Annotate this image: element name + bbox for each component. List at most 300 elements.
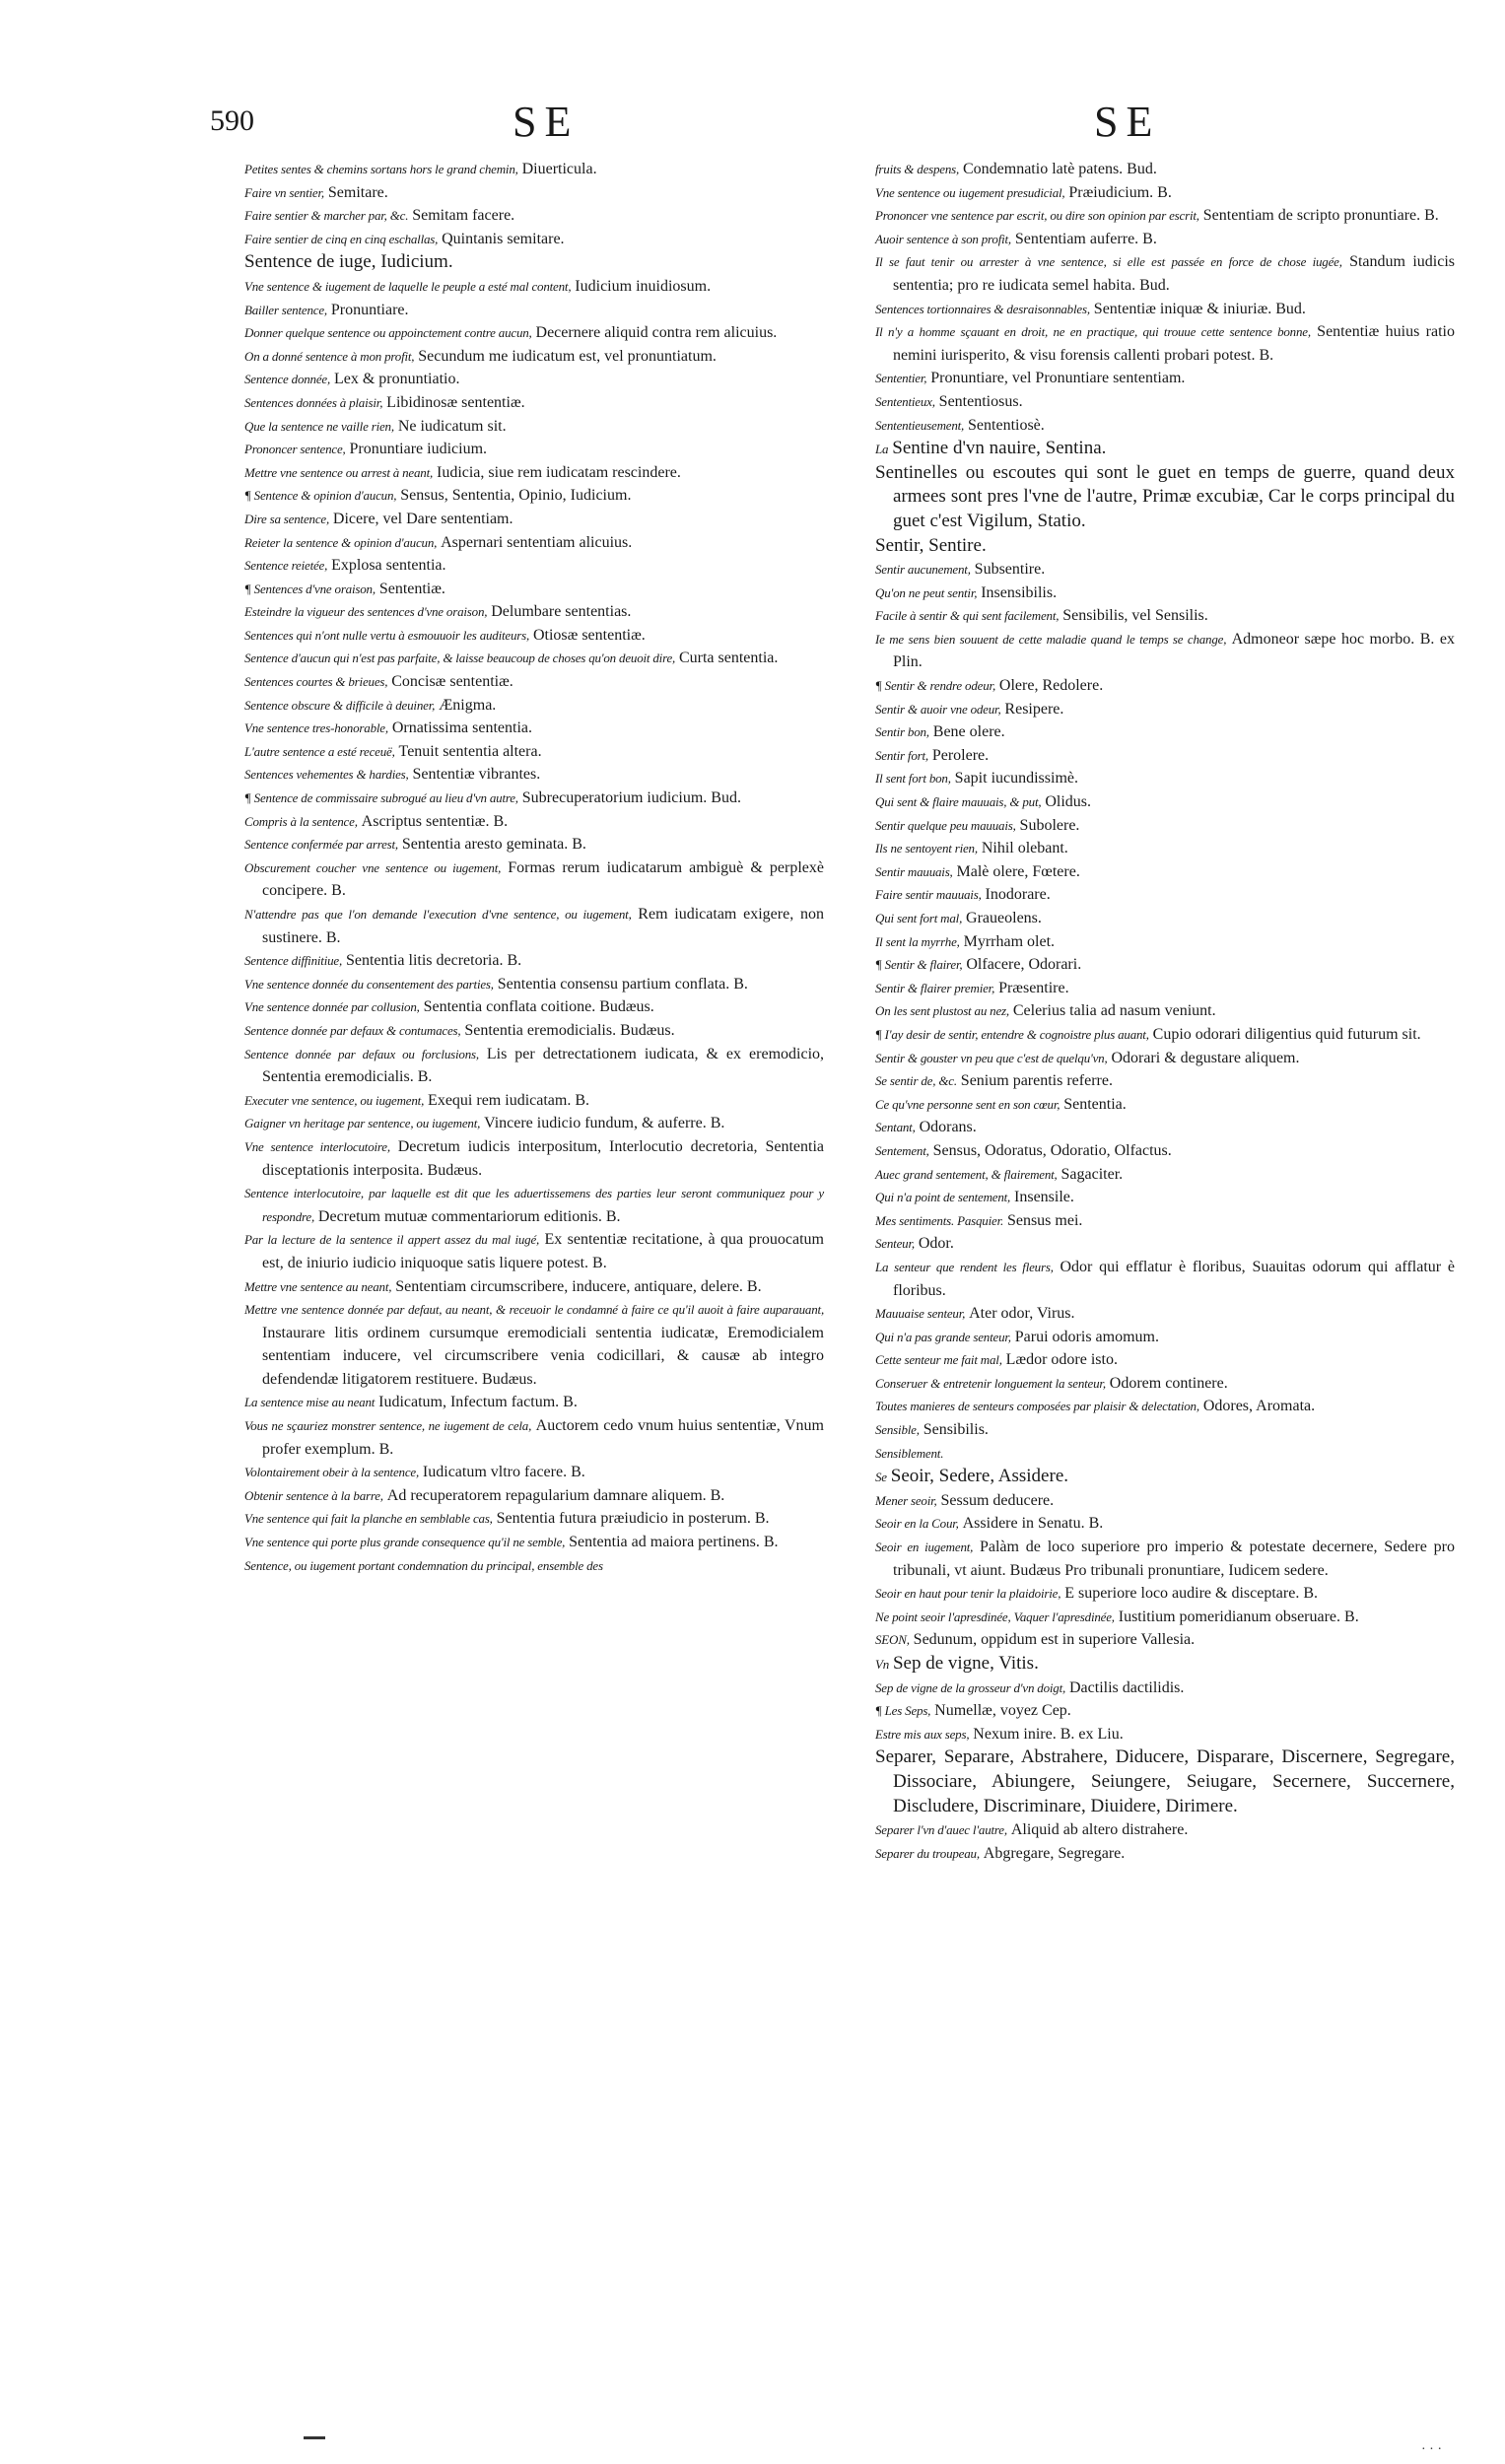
dictionary-entry <box>875 604 1455 628</box>
entry-latin: Sententia consensu partium conflata. B. <box>497 975 748 992</box>
entry-latin: Sep de vigne, Vitis. <box>892 1653 1039 1674</box>
dictionary-entry <box>244 903 824 949</box>
entry-latin: Ænigma. <box>439 696 497 714</box>
entry-latin: Insensibilis. <box>981 583 1058 601</box>
dictionary-entry <box>244 1043 824 1089</box>
entry-latin: Pronuntiare. <box>330 301 409 318</box>
entry-french: Sentir quelque peu mauuais, <box>875 817 1016 833</box>
entry-latin: Sessum deducere. <box>940 1491 1055 1509</box>
entry-latin: Lædor odore isto. <box>1005 1351 1118 1369</box>
dictionary-entry <box>244 624 824 648</box>
edge-marks: · · · <box>1421 2442 1442 2457</box>
entry-latin: Odores, Aromata. <box>1202 1398 1316 1415</box>
entry-latin: Sententiosè. <box>968 416 1045 434</box>
dictionary-entry <box>875 977 1455 1000</box>
dictionary-entry <box>875 1745 1455 1818</box>
dictionary-entry <box>244 1135 824 1182</box>
entry-latin: Sensibilis, vel Sensilis. <box>1062 607 1208 625</box>
entry-french: Obtenir sentence à la barre, <box>244 1487 383 1503</box>
entry-latin: Subolere. <box>1019 816 1080 834</box>
entry-french: Cette senteur me fait mal, <box>875 1352 1002 1368</box>
dictionary-entry <box>875 860 1455 884</box>
dictionary-entry <box>875 837 1455 860</box>
dictionary-entry <box>244 949 824 973</box>
dictionary-entry <box>244 1531 824 1554</box>
dictionary-entry <box>875 1047 1455 1070</box>
entry-latin: Sensus, Odoratus, Odoratio, Olfactus. <box>932 1141 1172 1159</box>
entry-french: Vne sentence donnée du consentement des parties, <box>244 976 494 992</box>
entry-french: Ie me sens bien souuent de cette maladie quand le temps se change, <box>875 631 1227 647</box>
entry-latin: Curta sententia. <box>678 650 779 667</box>
dictionary-entry <box>244 995 824 1019</box>
entry-french: La senteur que rendent les fleurs, <box>875 1259 1054 1274</box>
entry-latin: Rem iudicatam exigere, non sustinere. B. <box>262 906 824 946</box>
entry-latin: Sententiæ vibrantes. <box>412 766 541 784</box>
dictionary-entry <box>875 1536 1455 1582</box>
left-column <box>244 158 824 1577</box>
entry-latin: Senium parentis referre. <box>960 1072 1113 1090</box>
dictionary-entry <box>875 1163 1455 1187</box>
entry-latin: Decernere aliquid contra rem alicuius. <box>535 324 778 342</box>
entry-latin: Aspernari sententiam alicuius. <box>441 533 633 551</box>
dictionary-entry <box>244 1461 824 1484</box>
dictionary-entry <box>875 461 1455 534</box>
entry-latin: Exequi rem iudicatam. B. <box>428 1091 589 1109</box>
entry-french: Prononcer sentence, <box>244 442 346 457</box>
dictionary-entry <box>875 1302 1455 1326</box>
dictionary-entry <box>875 158 1455 181</box>
entry-french: La <box>875 442 889 457</box>
dictionary-entry <box>244 1182 824 1228</box>
entry-latin: Sententiæ huius ratio nemini iurisperito, & visu forensis callenti probari potest. B. <box>893 323 1455 364</box>
entry-french: Sentence diffinitiue, <box>244 953 343 969</box>
entry-french: L'autre sentence a esté receuë, <box>244 743 395 759</box>
entry-latin: Olfacere, Odorari. <box>966 956 1082 974</box>
entry-french: Sentence obscure & difficile à deuiner, <box>244 697 436 713</box>
entry-latin: Odorari & degustare aliquem. <box>1111 1049 1300 1066</box>
dictionary-entry <box>875 1723 1455 1746</box>
dictionary-entry <box>875 582 1455 605</box>
entry-french: On les sent plustost au nez, <box>875 1003 1009 1019</box>
entry-latin: Ascriptus sententiæ. B. <box>361 812 509 830</box>
entry-french: ¶ Sentir & flairer, <box>875 957 963 973</box>
dictionary-entry <box>875 790 1455 814</box>
dictionary-entry <box>875 298 1455 321</box>
entry-latin: Præsentire. <box>998 979 1069 996</box>
dictionary-entry <box>875 1395 1455 1418</box>
entry-latin: Sententia litis decretoria. B. <box>345 952 522 970</box>
entry-french: Sentir & auoir vne odeur, <box>875 701 1001 717</box>
entry-latin: Numellæ, voyez Cep. <box>934 1702 1071 1720</box>
dictionary-entry <box>244 415 824 439</box>
entry-french: Sentence confermée par arrest, <box>244 837 398 853</box>
entry-french: ¶ Sentence de commissaire subrogué au lieu d'vn autre, <box>244 790 518 806</box>
running-head-right: SE <box>1094 98 1161 146</box>
dictionary-entry <box>244 787 824 810</box>
entry-latin: Vincere iudicio fundum, & auferre. B. <box>484 1115 725 1132</box>
entry-french: Auec grand sentement, & flairement, <box>875 1166 1058 1182</box>
entry-french: Sentences tortionnaires & desraisonnables, <box>875 301 1090 316</box>
entry-latin: Odorans. <box>919 1119 977 1136</box>
entry-french: Sentence interlocutoire, par laquelle est dit que les aduertissemens des parties leur seront communiquez pour y respondre, <box>244 1186 824 1224</box>
entry-french: Reieter la sentence & opinion d'aucun, <box>244 534 438 550</box>
entry-latin: Iudicatum, Infectum factum. B. <box>378 1394 578 1411</box>
dictionary-entry <box>875 953 1455 977</box>
entry-french: Vne sentence donnée par collusion, <box>244 999 420 1015</box>
entry-french: Mener seoir, <box>875 1492 937 1508</box>
entry-french: Facile à sentir & qui sent facilement, <box>875 608 1060 624</box>
dictionary-entry <box>244 763 824 787</box>
dictionary-entry <box>875 1418 1455 1442</box>
entry-latin: Decretum iudicis interpositum, Interlocutio decretoria, Sententia disceptationis interposita. Budæus. <box>262 1137 824 1179</box>
dictionary-entry <box>875 558 1455 582</box>
entry-latin: Nexum inire. B. ex Liu. <box>973 1725 1124 1743</box>
entry-latin: Semitare. <box>327 183 388 201</box>
entry-french: ¶ Les Seps, <box>875 1703 931 1719</box>
dictionary-entry <box>875 181 1455 205</box>
entry-french: SEON, <box>875 1632 910 1648</box>
entry-french: Sentences courtes & brieues, <box>244 674 388 690</box>
entry-french: Ne point seoir l'apresdinée, Vaquer l'apresdinée, <box>875 1608 1115 1624</box>
entry-french: Qu'on ne peut sentir, <box>875 584 978 600</box>
entry-french: Executer vne sentence, ou iugement, <box>244 1092 425 1108</box>
dictionary-entry <box>244 158 824 181</box>
dictionary-entry <box>244 670 824 694</box>
dictionary-entry <box>875 414 1455 438</box>
entry-latin: Nihil olebant. <box>981 840 1068 857</box>
entry-latin: Sententia eremodicialis. Budæus. <box>464 1021 675 1039</box>
dictionary-entry <box>244 275 824 299</box>
entry-french: Ce qu'vne personne sent en son cœur, <box>875 1096 1060 1112</box>
entry-latin: Iudicium inuidiosum. <box>575 277 712 295</box>
entry-french: fruits & despens, <box>875 162 960 176</box>
entry-french: Ils ne sentoyent rien, <box>875 841 978 856</box>
entry-french: Petites sentes & chemins sortans hors le grand chemin, <box>244 162 518 176</box>
entry-latin: Sententiæ iniquæ & iniuriæ. Bud. <box>1093 300 1306 317</box>
dictionary-entry <box>875 1209 1455 1233</box>
entry-french: Vne sentence tres-honorable, <box>244 720 388 736</box>
dictionary-entry <box>244 181 824 205</box>
entry-latin: E superiore loco audire & disceptare. B. <box>1064 1585 1318 1603</box>
entry-french: Se sentir de, &c. <box>875 1073 957 1089</box>
entry-latin: Sententiæ. <box>378 580 445 597</box>
entry-french: Mettre vne sentence ou arrest à neant, <box>244 464 434 480</box>
entry-french: Sentences données à plaisir, <box>244 394 383 410</box>
entry-latin: Inodorare. <box>985 886 1051 904</box>
entry-latin: Delumbare sententias. <box>491 603 632 621</box>
entry-latin: Condemnatio latè patens. Bud. <box>962 161 1157 177</box>
right-column <box>875 158 1455 1865</box>
dictionary-entry <box>244 1275 824 1299</box>
dictionary-entry <box>875 1606 1455 1629</box>
dictionary-entry <box>244 1298 824 1391</box>
entry-latin: Subsentire. <box>974 561 1046 579</box>
entry-latin: Sententia conflata coitione. Budæus. <box>423 998 654 1016</box>
entry-french: Senteur, <box>875 1236 915 1252</box>
dictionary-entry <box>875 320 1455 367</box>
entry-latin: Aliquid ab altero distrahere. <box>1010 1821 1189 1839</box>
entry-latin: Quintanis semitare. <box>442 230 565 247</box>
dictionary-entry <box>875 1465 1455 1489</box>
entry-latin: Ne iudicatum sit. <box>397 417 507 435</box>
entry-french: Obscurement coucher vne sentence ou iugement, <box>244 859 502 875</box>
entry-french: La sentence mise au neant <box>244 1395 376 1410</box>
entry-french: Il se faut tenir ou arrester à vne sentence, si elle est passée en force de chose iugée, <box>875 254 1342 270</box>
dictionary-entry <box>875 367 1455 390</box>
entry-latin: Separer, Separare, Abstrahere, Diducere, Disparare, Discernere, Segregare, Dissociare, Abiungere, Seiungere, Seiugare, Secernere, Succernere, Discludere, Discriminare, Diuidere, Dirimere. <box>875 1746 1455 1816</box>
entry-latin: Lis per detrectationem iudicata, & ex eremodicio, Sententia eremodicialis. B. <box>262 1045 825 1086</box>
entry-latin: Dactilis dactilidis. <box>1068 1678 1185 1696</box>
dictionary-entry <box>244 600 824 624</box>
dictionary-entry <box>244 1391 824 1414</box>
entry-latin: Parui odoris amomum. <box>1014 1328 1159 1345</box>
entry-latin: Iustitium pomeridianum obseruare. B. <box>1118 1608 1359 1625</box>
entry-latin: Odor. <box>918 1235 954 1253</box>
dictionary-entry <box>875 999 1455 1023</box>
entry-latin: Palàm de loco superiore pro imperio & potestate decernere, Sedere pro tribunali, vt aiunt. Budæus Pro tribunali pronuntiare, Iudicem sedere. <box>893 1539 1455 1579</box>
entry-latin: Secundum me iudicatum est, vel pronuntiatum. <box>418 347 717 365</box>
entry-french: N'attendre pas que l'on demande l'execution d'vne sentence, ou iugement, <box>244 907 632 922</box>
entry-french: Sentir & gouster vn peu que c'est de quelqu'vn, <box>875 1050 1108 1065</box>
entry-french: On a donné sentence à mon profit, <box>244 348 415 364</box>
entry-latin: Formas rerum iudicatarum ambiguè & perplexè concipere. B. <box>262 858 824 900</box>
entry-french: ¶ Sentir & rendre odeur, <box>875 678 995 694</box>
dictionary-entry <box>875 1628 1455 1652</box>
entry-french: Qui n'a pas grande senteur, <box>875 1329 1011 1344</box>
entry-french: Bailler sentence, <box>244 302 327 317</box>
dictionary-entry <box>244 1414 824 1461</box>
entry-french: Mes sentiments. Pasquier. <box>875 1212 1004 1228</box>
entry-latin: Admoneor sæpe hoc morbo. B. ex Plin. <box>893 630 1455 671</box>
entry-latin: Iudicia, siue rem iudicatam rescindere. <box>436 463 681 481</box>
entry-latin: Sensus mei. <box>1006 1211 1083 1229</box>
entry-french: Sentence donnée, <box>244 372 331 387</box>
entry-french: Sentence donnée par defaux ou forclusions, <box>244 1046 479 1061</box>
entry-french: Faire sentier & marcher par, &c. <box>244 208 409 224</box>
entry-latin: Semitam facere. <box>412 207 515 225</box>
entry-french: Il sent fort bon, <box>875 771 951 787</box>
dictionary-entry <box>244 1019 824 1043</box>
dictionary-entry <box>244 1089 824 1113</box>
entry-latin: Sententiosus. <box>938 392 1023 410</box>
dictionary-entry <box>875 883 1455 907</box>
entry-french: Qui sent fort mal, <box>875 911 963 925</box>
entry-french: Donner quelque sentence ou appoinctement contre aucun, <box>244 325 532 341</box>
entry-french: Sensiblement. <box>875 1445 944 1461</box>
entry-french: Sentence d'aucun qui n'est pas parfaite, & laisse beaucoup de choses qu'on deuoit dire, <box>244 650 676 666</box>
entry-latin: Sedunum, oppidum est in superiore Vallesia. <box>913 1631 1196 1649</box>
dictionary-entry <box>244 973 824 996</box>
dictionary-entry <box>875 1677 1455 1700</box>
dictionary-entry <box>244 810 824 834</box>
entry-french: Qui n'a point de sentement, <box>875 1190 1011 1205</box>
entry-french: Sentir mauuais, <box>875 863 953 879</box>
entry-latin: Otiosæ sententiæ. <box>532 626 646 644</box>
entry-french: Sentir aucunement, <box>875 562 971 578</box>
entry-french: ¶ I'ay desir de sentir, entendre & cognoistre plus auant, <box>875 1026 1149 1042</box>
entry-latin: Sententia futura præiudicio in posterum. B. <box>496 1510 770 1528</box>
entry-latin: Insensile. <box>1014 1189 1074 1206</box>
entry-latin: Pronuntiare, vel Pronuntiare sententiam. <box>930 370 1186 387</box>
dictionary-entry <box>875 437 1455 461</box>
entry-french: Seoir en la Cour, <box>875 1516 959 1532</box>
dictionary-entry <box>875 1582 1455 1606</box>
entry-french: Sensible, <box>875 1422 920 1438</box>
entry-french: Gaigner vn heritage par sentence, ou iugement, <box>244 1116 481 1131</box>
entry-french: Mettre vne sentence au neant, <box>244 1278 392 1294</box>
entry-french: ¶ Sentence & opinion d'aucun, <box>244 488 397 504</box>
entry-french: Sentement, <box>875 1142 929 1158</box>
entry-latin: Præiudicium. B. <box>1068 183 1172 201</box>
entry-latin: Sententia aresto geminata. B. <box>401 836 586 854</box>
dictionary-entry <box>244 391 824 415</box>
dictionary-entry <box>244 1507 824 1531</box>
entry-french: Sentence donnée par defaux & contumaces, <box>244 1022 461 1038</box>
entry-french: Faire sentier de cinq en cinq eschallas, <box>244 231 439 246</box>
entry-latin: Ornatissima sententia. <box>391 719 532 737</box>
entry-french: Il n'y a homme sçauant en droit, ne en practique, qui trouue cette sentence bonne, <box>875 324 1311 340</box>
dictionary-entry <box>875 534 1455 559</box>
entry-french: Volontairement obeir à la sentence, <box>244 1465 420 1480</box>
dictionary-entry <box>244 740 824 764</box>
entry-french: Vne sentence interlocutoire, <box>244 1138 390 1154</box>
entry-latin: Lex & pronuntiatio. <box>333 371 460 388</box>
entry-latin: Sententiam de scripto pronuntiare. B. <box>1202 207 1439 225</box>
entry-french: Sentir bon, <box>875 724 929 740</box>
dictionary-entry <box>875 1442 1455 1466</box>
entry-french: Conseruer & entretenir longuement la senteur, <box>875 1375 1106 1391</box>
entry-latin: Sententiam auferre. B. <box>1014 230 1157 247</box>
entry-latin: Explosa sententia. <box>331 557 446 575</box>
dictionary-entry <box>244 484 824 508</box>
entry-french: Sentence reietée, <box>244 558 328 574</box>
dictionary-entry <box>244 1228 824 1274</box>
entry-latin: Concisæ sententiæ. <box>391 673 513 691</box>
entry-french: Esteindre la vigueur des sentences d'vne oraison, <box>244 604 488 620</box>
entry-latin: Subrecuperatorium iudicium. Bud. <box>521 789 741 807</box>
dictionary-entry <box>244 368 824 391</box>
dictionary-entry <box>244 321 824 345</box>
dictionary-entry <box>875 1372 1455 1396</box>
entry-latin: Odor qui efflatur è floribus, Suauitas odorum qui afflatur è floribus. <box>893 1258 1455 1299</box>
dictionary-entry <box>244 438 824 461</box>
entry-latin: Olidus. <box>1045 793 1091 811</box>
entry-french: Qui sent & flaire mauuais, & put, <box>875 794 1042 810</box>
entry-latin: Celerius talia ad nasum veniunt. <box>1012 1002 1216 1020</box>
dictionary-entry <box>244 1554 824 1578</box>
dictionary-entry <box>244 531 824 555</box>
dictionary-entry <box>875 744 1455 768</box>
entry-latin: Iudicatum vltro facere. B. <box>422 1464 585 1481</box>
dictionary-entry <box>244 647 824 670</box>
entry-french: Sentant, <box>875 1120 916 1135</box>
entry-latin: Sapit iucundissimè. <box>954 770 1078 787</box>
running-head-left: SE <box>513 98 580 146</box>
page-number: 590 <box>210 104 254 137</box>
dictionary-entry <box>244 578 824 601</box>
entry-french: Sentir & flairer premier, <box>875 980 995 995</box>
entry-french: Seoir en haut pour tenir la plaidoirie, <box>875 1586 1061 1602</box>
dictionary-entry <box>875 907 1455 930</box>
entry-french: Mauuaise senteur, <box>875 1306 966 1322</box>
entry-latin: Ad recuperatorem repagularium damnare aliquem. B. <box>386 1486 725 1504</box>
entry-latin: Pronuntiare iudicium. <box>349 441 488 458</box>
entry-latin: Diuerticula. <box>521 161 597 177</box>
dictionary-entry <box>875 1256 1455 1302</box>
dictionary-entry <box>244 694 824 718</box>
entry-latin: Resipere. <box>1004 700 1064 718</box>
entry-french: Sep de vigne de la grosseur d'vn doigt, <box>875 1679 1066 1695</box>
dictionary-entry <box>875 1489 1455 1513</box>
dictionary-entry <box>244 461 824 485</box>
dictionary-entry <box>875 204 1455 228</box>
dictionary-entry <box>244 1112 824 1135</box>
dictionary-entry <box>875 1348 1455 1372</box>
entry-latin: Seoir, Sedere, Assidere. <box>890 1466 1069 1487</box>
entry-latin: Sententiam circumscribere, inducere, antiquare, delere. B. <box>395 1277 762 1295</box>
entry-french: Mettre vne sentence donnée par defaut, au neant, & receuoir le condamné à faire ce qu'il auoit à faire auparauant, <box>244 1302 824 1318</box>
entry-french: Vne sentence qui porte plus grande consequence qu'il ne semble, <box>244 1535 566 1550</box>
entry-french: Seoir en iugement, <box>875 1540 974 1555</box>
dictionary-entry <box>875 250 1455 297</box>
dictionary-entry <box>875 698 1455 721</box>
dictionary-entry <box>875 1842 1455 1866</box>
dictionary-entry <box>875 1652 1455 1677</box>
entry-latin: Libidinosæ sententiæ. <box>386 393 525 411</box>
entry-latin: Standum iudicis sententia; pro re iudicata semel habita. Bud. <box>893 253 1455 294</box>
footer-mark <box>304 2436 325 2439</box>
entry-french: Vn <box>875 1657 890 1672</box>
entry-french: Sentir fort, <box>875 747 928 763</box>
dictionary-entry <box>244 250 824 275</box>
entry-latin: Graueolens. <box>966 910 1042 926</box>
entry-french: Vne sentence qui fait la planche en semblable cas, <box>244 1511 493 1527</box>
entry-latin: Sentine d'vn nauire, Sentina. <box>892 438 1107 459</box>
entry-latin: Sententia. <box>1063 1095 1127 1113</box>
entry-french: Sentences vehementes & hardies, <box>244 767 409 783</box>
entry-latin: Odorem continere. <box>1109 1374 1228 1392</box>
entry-french: Sentences qui n'ont nulle vertu à esmouuoir les auditeurs, <box>244 627 530 643</box>
entry-latin: Sentir, Sentire. <box>875 534 987 556</box>
entry-latin: Tenuit sententia altera. <box>398 742 542 760</box>
dictionary-entry <box>875 1069 1455 1093</box>
entry-latin: Dicere, vel Dare sententiam. <box>332 510 513 527</box>
entry-french: Sententier, <box>875 371 927 386</box>
entry-latin: Perolere. <box>931 746 990 764</box>
entry-latin: Cupio odorari diligentius quid futurum sit. <box>1152 1025 1421 1043</box>
dictionary-entry <box>875 1232 1455 1256</box>
entry-latin: Auctorem cedo vnum huius sententiæ, Vnum profer exemplum. B. <box>262 1417 824 1458</box>
entry-french: Vne sentence & iugement de laquelle le peuple a esté mal content, <box>244 278 572 294</box>
entry-latin: Ater odor, Virus. <box>969 1305 1075 1323</box>
entry-french: Dire sa sentence, <box>244 511 330 526</box>
entry-french: Auoir sentence à son profit, <box>875 231 1011 246</box>
dictionary-entry <box>875 930 1455 954</box>
entry-latin: Ex sententiæ recitatione, à qua prouocatum est, de iniurio iudicio iniquoque satis liquere potest. B. <box>262 1231 824 1271</box>
dictionary-entry <box>875 1023 1455 1047</box>
dictionary-entry <box>875 674 1455 698</box>
dictionary-entry <box>244 1484 824 1508</box>
dictionary-entry <box>875 228 1455 251</box>
dictionary-entry <box>244 299 824 322</box>
entry-latin: Myrrham olet. <box>963 932 1056 950</box>
dictionary-entry <box>875 1093 1455 1117</box>
dictionary-entry <box>875 1512 1455 1536</box>
entry-latin: Olere, Redolere. <box>998 677 1104 695</box>
entry-french: Se <box>875 1470 887 1485</box>
dictionary-entry <box>875 628 1455 674</box>
entry-french: Que la sentence ne vaille rien, <box>244 418 394 434</box>
